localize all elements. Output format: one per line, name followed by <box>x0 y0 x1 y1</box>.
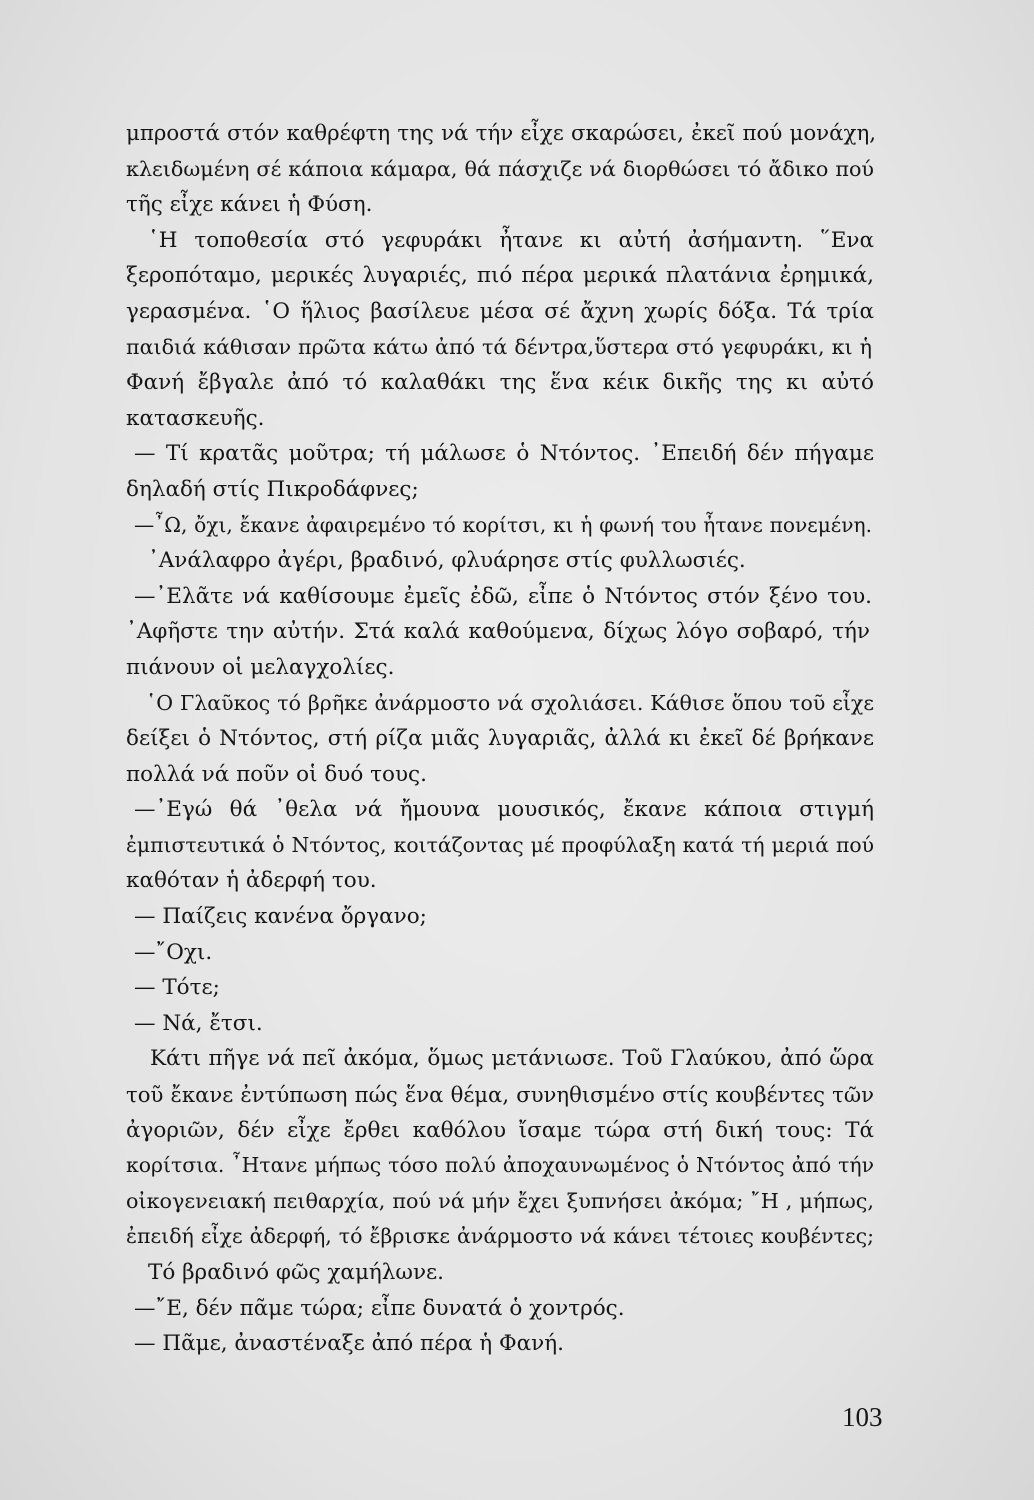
text-line: Τό βραδινό φῶς χαμήλωνε. <box>148 1260 444 1285</box>
text-line: ᾽Αφῆστε την αὐτήν. Στά καλά καθούμενα, δίχως λόγο σοβαρό, τήν <box>126 619 870 645</box>
text-line: — Παίζεις κανένα ὄργανο; <box>134 904 427 930</box>
text-line: —῏Ω, ὄχι, ἔκανε ἀφαιρεμένο τό κορίτσι, κι ἡ φωνή του ἦτανε πονεμένη. <box>134 512 872 537</box>
text-line: ῾Ο Γλαῦκος τό βρῆκε ἀνάρμοστο νά σχολιάσει. Κάθισε ὅπου τοῦ εἶχε <box>146 690 874 715</box>
text-line: — Νά, ἔτσι. <box>134 1010 263 1036</box>
text-line: —῎Ε, δέν πᾶμε τώρα; εἶπε δυνατά ὁ χοντρός. <box>134 1295 625 1321</box>
text-line: Κάτι πῆγε νά πεῖ ἀκόμα, ὅμως μετάνιωσε. Τοῦ Γλαύκου, ἀπό ὥρα <box>150 1046 874 1072</box>
text-line: τοῦ ἔκανε ἐντύπωση πώς ἕνα θέμα, συνηθισμένο στίς κουβέντες τῶν <box>126 1082 874 1108</box>
text-line: Φανή ἔβγαλε ἀπό τό καλαθάκι της ἕνα κέικ δικῆς της κι αὐτό <box>126 370 874 396</box>
text-line: πολλά νά ποῦν οἱ δυό τους. <box>126 761 427 787</box>
text-line: ᾽Ανάλαφρο ἀγέρι, βραδινό, φλυάρησε στίς φυλλωσιές. <box>148 548 746 574</box>
text-line: ξεροπόταμο, μερικές λυγαριές, πιό πέρα μερικά πλατάνια ἐρημικά, <box>126 263 874 289</box>
text-line: ἐμπιστευτικά ὁ Ντόντος, κοιτάζοντας μέ προφύλαξη κατά τή μεριά πού <box>126 832 874 857</box>
text-line: ἀγοριῶν, δέν εἶχε ἔρθει καθόλου ἴσαμε τώρα στή δική τους: Τά <box>126 1117 874 1143</box>
text-line: —᾽Εγώ θά ᾽θελα νά ἤμουνα μουσικός, ἔκανε κάποια στιγμή <box>134 797 874 823</box>
body-text <box>126 116 876 1362</box>
text-line: ἐπειδή εἶχε ἀδερφή, τό ἔβρισκε ἀνάρμοστο νά κάνει τέτοιες κουβέντες; <box>126 1224 874 1249</box>
text-line: — Τί κρατᾶς μοῦτρα; τή μάλωσε ὁ Ντόντος. ᾽Επειδή δέν πήγαμε <box>134 441 874 467</box>
text-line: τῆς εἶχε κάνει ἡ Φύση. <box>126 192 373 218</box>
text-line: πιάνουν οἱ μελαγχολίες. <box>126 654 395 680</box>
text-line: —᾽Ελᾶτε νά καθίσουμε ἐμεῖς ἐδῶ, εἶπε ὁ Ντόντος στόν ξένο του. <box>134 583 872 609</box>
text-line: κατασκευῆς. <box>126 405 265 431</box>
text-line: δηλαδή στίς Πικροδάφνες; <box>126 476 419 502</box>
text-line: ῾Η τοποθεσία στό γεφυράκι ἦτανε κι αὐτή ἀσήμαντη. ῞Ενα <box>148 227 874 253</box>
text-line: καθόταν ἡ ἀδερφή του. <box>126 868 377 894</box>
text-line: δείξει ὁ Ντόντος, στή ρίζα μιᾶς λυγαριᾶς, ἀλλά κι ἐκεῖ δέ βρήκανε <box>126 726 874 752</box>
text-line: παιδιά κάθισαν πρῶτα κάτω ἀπό τά δέντρα,ὕστερα στό γεφυράκι, κι ἡ <box>126 334 872 359</box>
text-line: κορίτσια. ῏Ητανε μήπως τόσο πολύ ἀποχαυνωμένος ὁ Ντόντος ἀπό τήν <box>126 1153 874 1178</box>
text-line: κλειδωμένη σέ κάποια κάμαρα, θά πάσχιζε νά διορθώσει τό ἄδικο πού <box>126 156 874 181</box>
text-line: γερασμένα. ῾Ο ἥλιος βασίλευε μέσα σέ ἄχνη χωρίς δόξα. Τά τρία <box>126 298 874 324</box>
text-line: οἰκογενειακή πειθαρχία, πού νά μήν ἔχει ξυπνήσει ἀκόμα; ῎Η , μήπως, <box>126 1188 874 1213</box>
page-number: 103 <box>842 1402 883 1432</box>
text-line: — Τότε; <box>134 975 220 1001</box>
text-line: μπροστά στόν καθρέφτη της νά τήν εἶχε σκαρώσει, ἐκεῖ πού μονάχη, <box>126 121 876 146</box>
text-line: — Πᾶμε, ἀναστέναξε ἀπό πέρα ἡ Φανή. <box>134 1331 564 1357</box>
text-line: —῎Οχι. <box>134 939 213 965</box>
